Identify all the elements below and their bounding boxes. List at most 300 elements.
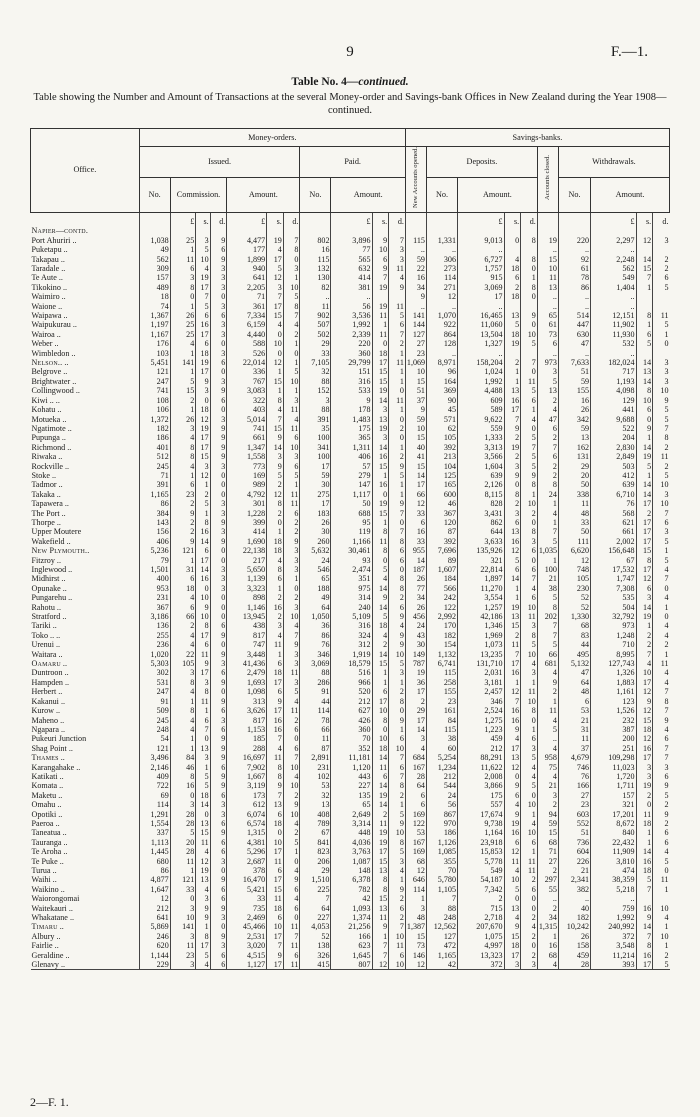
- value-cell: 3: [210, 349, 227, 358]
- value-cell: 148: [331, 866, 372, 875]
- value-cell: 0: [389, 518, 406, 527]
- value-cell: 9: [389, 462, 406, 471]
- value-cell: 9: [210, 697, 227, 706]
- table-row: [31, 687, 670, 696]
- value-cell: 8: [170, 678, 196, 687]
- value-cell: 403: [227, 405, 267, 414]
- value-cell: 50: [558, 527, 590, 536]
- value-cell: 1: [170, 734, 196, 743]
- office-name: Rahotu ..: [31, 602, 61, 612]
- value-cell: 24: [426, 791, 457, 800]
- value-cell: 17: [196, 941, 210, 950]
- value-cell: 9,738: [458, 819, 505, 828]
- value-cell: 18: [139, 292, 170, 301]
- value-cell: 489: [139, 283, 170, 292]
- value-cell: 12: [636, 734, 653, 743]
- value-cell: 46: [170, 763, 196, 772]
- value-cell: 0: [372, 556, 389, 565]
- table-row: [31, 320, 670, 329]
- value-cell: 3: [283, 603, 300, 612]
- value-cell: 0: [504, 236, 521, 245]
- value-cell: 248: [139, 725, 170, 734]
- value-cell: 4: [170, 339, 196, 348]
- value-cell: 6: [405, 800, 426, 809]
- value-cell: 2: [283, 527, 300, 536]
- value-cell: 8: [389, 537, 406, 546]
- value-cell: 206: [300, 857, 331, 866]
- office-name: Karangahake ..: [31, 762, 81, 772]
- value-cell: 10: [283, 443, 300, 452]
- value-cell: 100: [300, 433, 331, 442]
- value-cell: 1: [267, 584, 284, 593]
- value-cell: 155: [426, 687, 457, 696]
- value-cell: 741: [227, 424, 267, 433]
- value-cell: ..: [591, 245, 636, 254]
- table-number: Table No. 4: [291, 76, 347, 88]
- value-cell: 9: [210, 772, 227, 781]
- value-cell: 3: [170, 668, 196, 677]
- value-cell: 84: [170, 753, 196, 762]
- value-cell: 14: [372, 781, 389, 790]
- value-cell: 135: [331, 791, 372, 800]
- value-cell: ..: [300, 292, 331, 301]
- table-row: [31, 847, 670, 856]
- value-cell: 862: [458, 518, 505, 527]
- value-cell: 40: [405, 443, 426, 452]
- office-name: Maheno ..: [31, 715, 65, 725]
- value-cell: 4: [196, 960, 210, 970]
- value-cell: 7: [389, 922, 406, 931]
- value-cell: 526: [227, 349, 267, 358]
- value-cell: 2: [504, 499, 521, 508]
- value-cell: 915: [458, 273, 505, 282]
- value-cell: 17: [196, 631, 210, 640]
- value-cell: 3: [170, 273, 196, 282]
- value-cell: 18: [636, 819, 653, 828]
- value-cell: 535: [591, 593, 636, 602]
- value-cell: 5: [196, 951, 210, 960]
- value-cell: 588: [227, 339, 267, 348]
- value-cell: 3: [196, 462, 210, 471]
- value-cell: 533: [331, 386, 372, 395]
- value-cell: 111: [558, 537, 590, 546]
- value-cell: 9: [210, 828, 227, 837]
- value-cell: 8: [521, 283, 538, 292]
- value-cell: 14: [636, 480, 653, 489]
- value-cell: 8: [372, 875, 389, 884]
- table-row: [31, 857, 670, 866]
- value-cell: 0: [267, 349, 284, 358]
- value-cell: 297: [537, 875, 558, 884]
- value-cell: 3,313: [458, 443, 505, 452]
- value-cell: 9: [372, 236, 389, 245]
- value-cell: 1,690: [227, 537, 267, 546]
- value-cell: 15: [636, 264, 653, 273]
- value-cell: 167: [405, 838, 426, 847]
- value-cell: 4: [196, 264, 210, 273]
- value-cell: 2: [653, 264, 670, 273]
- value-cell: 507: [300, 320, 331, 329]
- value-cell: 1,105: [426, 885, 457, 894]
- value-cell: 17: [636, 499, 653, 508]
- value-cell: 19: [405, 668, 426, 677]
- value-cell: 10: [653, 932, 670, 941]
- value-cell: 17: [267, 678, 284, 687]
- value-cell: 6,741: [426, 659, 457, 668]
- value-cell: 2: [537, 396, 558, 405]
- value-cell: 11: [196, 650, 210, 659]
- value-cell: 17: [458, 292, 505, 301]
- value-cell: 207,670: [458, 922, 505, 931]
- value-cell: [537, 226, 558, 235]
- units-row: £ s. d. £ s. d. £ s. d. £ s. d. £ s. d.: [31, 212, 670, 226]
- value-cell: 1,228: [227, 509, 267, 518]
- value-cell: 4,792: [227, 490, 267, 499]
- value-cell: 34: [537, 913, 558, 922]
- value-cell: 6: [653, 828, 670, 837]
- value-cell: 130: [300, 273, 331, 282]
- value-cell: 0: [504, 772, 521, 781]
- value-cell: 3: [210, 462, 227, 471]
- value-cell: 8: [636, 941, 653, 950]
- value-cell: 77: [405, 584, 426, 593]
- value-cell: 415: [300, 960, 331, 970]
- table-row: [31, 838, 670, 847]
- value-cell: 11: [283, 424, 300, 433]
- value-cell: 49: [139, 245, 170, 254]
- value-cell: 19: [636, 452, 653, 461]
- office-name: Omahu ..: [31, 800, 62, 810]
- value-cell: 11: [267, 753, 284, 762]
- value-cell: 3: [210, 377, 227, 386]
- value-cell: 3: [283, 396, 300, 405]
- value-cell: 7,334: [227, 311, 267, 320]
- savings-banks-header: Savings-banks.: [405, 129, 669, 147]
- value-cell: 30: [300, 480, 331, 489]
- value-cell: 16: [558, 396, 590, 405]
- value-cell: 603: [558, 810, 590, 819]
- value-cell: 1: [372, 471, 389, 480]
- value-cell: 15: [636, 546, 653, 555]
- value-cell: 3: [170, 800, 196, 809]
- value-cell: 342: [558, 415, 590, 424]
- value-cell: 64: [405, 781, 426, 790]
- value-cell: 1,139: [227, 574, 267, 583]
- value-cell: 11,270: [458, 584, 505, 593]
- table-row: [31, 264, 670, 273]
- value-cell: 408: [300, 810, 331, 819]
- value-cell: [331, 226, 372, 235]
- value-cell: 3: [653, 527, 670, 536]
- office-name: Albury ..: [31, 931, 61, 941]
- value-cell: 122: [405, 819, 426, 828]
- deposits-no-header: No.: [426, 178, 457, 213]
- value-cell: 1: [521, 847, 538, 856]
- value-cell: 4: [537, 405, 558, 414]
- value-cell: ..: [458, 349, 505, 358]
- value-cell: 6: [210, 819, 227, 828]
- value-cell: 19: [537, 236, 558, 245]
- value-cell: 288: [227, 744, 267, 753]
- value-cell: 94: [537, 810, 558, 819]
- value-cell: 9: [653, 781, 670, 790]
- value-cell: 18: [267, 819, 284, 828]
- table-row: [31, 697, 670, 706]
- value-cell: 1,346: [458, 621, 505, 630]
- value-cell: 11: [283, 960, 300, 970]
- value-cell: 3,069: [458, 283, 505, 292]
- office-name: Tariki ..: [31, 621, 57, 631]
- value-cell: 0: [283, 734, 300, 743]
- table-row: [31, 659, 670, 668]
- value-cell: 87: [426, 527, 457, 536]
- value-cell: 2: [504, 631, 521, 640]
- transactions-table: [30, 128, 670, 970]
- value-cell: 17: [405, 716, 426, 725]
- value-cell: 10: [521, 603, 538, 612]
- value-cell: 4: [372, 631, 389, 640]
- value-cell: 5: [653, 471, 670, 480]
- value-cell: 173: [227, 791, 267, 800]
- value-cell: 47: [537, 415, 558, 424]
- value-cell: 29: [300, 866, 331, 875]
- value-cell: 15: [267, 885, 284, 894]
- table-row: [31, 518, 670, 527]
- value-cell: 1: [372, 932, 389, 941]
- value-cell: 121: [170, 875, 196, 884]
- value-cell: 1: [636, 433, 653, 442]
- value-cell: 6: [521, 546, 538, 555]
- value-cell: 1,161: [591, 687, 636, 696]
- value-cell: 2,531: [227, 932, 267, 941]
- value-cell: 1,992: [331, 320, 372, 329]
- value-cell: 1: [196, 763, 210, 772]
- value-cell: 3: [210, 659, 227, 668]
- value-cell: 9: [504, 424, 521, 433]
- value-cell: 27: [537, 857, 558, 866]
- value-cell: ..: [591, 894, 636, 903]
- value-cell: 12: [405, 960, 426, 970]
- value-cell: 3: [210, 941, 227, 950]
- value-cell: 11: [504, 640, 521, 649]
- value-cell: 44: [558, 640, 590, 649]
- table-row: [31, 358, 670, 367]
- value-cell: 26: [558, 932, 590, 941]
- value-cell: 17: [267, 932, 284, 941]
- value-cell: 64: [300, 603, 331, 612]
- value-cell: ..: [426, 302, 457, 311]
- value-cell: 6: [521, 838, 538, 847]
- value-cell: 2,830: [591, 443, 636, 452]
- value-cell: 4: [537, 744, 558, 753]
- value-cell: 3: [389, 668, 406, 677]
- value-cell: 1,667: [227, 772, 267, 781]
- value-cell: 557: [458, 800, 505, 809]
- value-cell: 3: [521, 668, 538, 677]
- value-cell: 18: [196, 349, 210, 358]
- value-cell: 10: [521, 800, 538, 809]
- value-cell: 13: [504, 311, 521, 320]
- value-cell: 544: [426, 781, 457, 790]
- value-cell: 59: [300, 471, 331, 480]
- value-cell: 10: [389, 932, 406, 941]
- value-cell: 7: [636, 932, 653, 941]
- value-cell: 621: [591, 518, 636, 527]
- value-cell: 2: [267, 612, 284, 621]
- value-cell: 91: [300, 687, 331, 696]
- value-cell: 10: [372, 734, 389, 743]
- value-cell: 1: [389, 678, 406, 687]
- table-row: [31, 396, 670, 405]
- value-cell: 10: [521, 697, 538, 706]
- value-cell: 4: [537, 772, 558, 781]
- value-cell: 20: [558, 471, 590, 480]
- value-cell: 4: [504, 913, 521, 922]
- value-cell: 8: [372, 527, 389, 536]
- table-row: [31, 349, 670, 358]
- value-cell: 2: [267, 480, 284, 489]
- value-cell: 7,696: [426, 546, 457, 555]
- value-cell: 13: [300, 800, 331, 809]
- value-cell: 4,679: [558, 753, 590, 762]
- value-cell: 789: [300, 819, 331, 828]
- value-cell: 0: [210, 593, 227, 602]
- value-cell: 13: [504, 612, 521, 621]
- value-cell: 747: [227, 640, 267, 649]
- office-name: Collingwood ..: [31, 386, 80, 396]
- value-cell: 1: [283, 386, 300, 395]
- value-cell: 14: [636, 603, 653, 612]
- value-cell: 15,853: [458, 847, 505, 856]
- value-cell: 0: [521, 716, 538, 725]
- value-cell: 1: [389, 480, 406, 489]
- value-cell: 867: [426, 810, 457, 819]
- office-name: Toko .. ..: [31, 630, 61, 640]
- value-cell: 10: [170, 913, 196, 922]
- value-cell: 8: [196, 518, 210, 527]
- value-cell: 9: [283, 875, 300, 884]
- value-cell: 9: [267, 697, 284, 706]
- table-row: [31, 753, 670, 762]
- table-row: [31, 621, 670, 630]
- paid-header: Paid.: [300, 147, 405, 178]
- value-cell: 16: [267, 603, 284, 612]
- value-cell: 16: [267, 725, 284, 734]
- value-cell: 6: [210, 894, 227, 903]
- value-cell: 3: [537, 367, 558, 376]
- value-cell: 1: [653, 650, 670, 659]
- table-row: [31, 471, 670, 480]
- value-cell: 514: [558, 311, 590, 320]
- value-cell: 4: [653, 631, 670, 640]
- value-cell: 13: [196, 819, 210, 828]
- value-cell: 1,153: [227, 725, 267, 734]
- value-cell: 4: [389, 273, 406, 282]
- value-cell: 1,327: [458, 339, 505, 348]
- value-cell: 52: [558, 593, 590, 602]
- value-cell: 0: [170, 292, 196, 301]
- value-cell: 1,604: [458, 462, 505, 471]
- value-cell: 17: [636, 678, 653, 687]
- table-row: [31, 556, 670, 565]
- value-cell: ..: [405, 302, 426, 311]
- value-cell: 438: [227, 621, 267, 630]
- value-cell: 4: [537, 960, 558, 970]
- value-cell: 0: [283, 349, 300, 358]
- value-cell: 7: [267, 292, 284, 301]
- value-cell: 1: [170, 302, 196, 311]
- value-cell: 68: [537, 951, 558, 960]
- value-cell: 10: [636, 396, 653, 405]
- value-cell: 2: [389, 687, 406, 696]
- value-cell: 89: [426, 556, 457, 565]
- value-cell: 6: [389, 556, 406, 565]
- value-cell: 1,166: [331, 537, 372, 546]
- value-cell: 1: [389, 800, 406, 809]
- value-cell: 2: [537, 687, 558, 696]
- value-cell: 0: [170, 791, 196, 800]
- value-cell: 13: [537, 386, 558, 395]
- value-cell: 3: [521, 744, 538, 753]
- value-cell: 10: [283, 612, 300, 621]
- value-cell: 3: [389, 857, 406, 866]
- value-cell: 8: [521, 236, 538, 245]
- value-cell: 11: [283, 922, 300, 931]
- value-cell: 4: [653, 725, 670, 734]
- value-cell: 639: [591, 480, 636, 489]
- value-cell: 30: [300, 527, 331, 536]
- value-cell: 19: [196, 866, 210, 875]
- value-cell: ..: [426, 349, 457, 358]
- value-cell: 4: [170, 725, 196, 734]
- value-cell: 11: [196, 838, 210, 847]
- value-cell: 2,205: [227, 283, 267, 292]
- value-cell: 3: [210, 527, 227, 536]
- value-cell: 1: [537, 932, 558, 941]
- value-cell: 226: [558, 857, 590, 866]
- value-cell: 7: [389, 236, 406, 245]
- value-cell: 6: [283, 725, 300, 734]
- value-cell: 21,256: [331, 922, 372, 931]
- value-cell: 0: [210, 922, 227, 931]
- value-cell: 66: [170, 612, 196, 621]
- value-cell: 2: [653, 951, 670, 960]
- value-cell: 6: [210, 396, 227, 405]
- value-cell: 3: [170, 904, 196, 913]
- table-row: [31, 273, 670, 282]
- value-cell: 3,626: [227, 706, 267, 715]
- value-cell: 17: [267, 302, 284, 311]
- value-cell: 66: [537, 650, 558, 659]
- value-cell: 6,710: [591, 490, 636, 499]
- value-cell: 1: [504, 584, 521, 593]
- value-cell: 40: [558, 904, 590, 913]
- value-cell: 316: [331, 377, 372, 386]
- value-cell: 3: [653, 763, 670, 772]
- value-cell: [139, 226, 170, 235]
- value-cell: 7: [283, 932, 300, 941]
- value-cell: 10: [405, 424, 426, 433]
- value-cell: 11: [389, 302, 406, 311]
- value-cell: 14: [196, 537, 210, 546]
- value-cell: 6: [636, 405, 653, 414]
- office-name: Hampden ..: [31, 677, 70, 687]
- value-cell: ..: [558, 245, 590, 254]
- value-cell: 5: [521, 452, 538, 461]
- value-cell: 8: [372, 716, 389, 725]
- value-cell: 7: [653, 574, 670, 583]
- value-cell: 225: [300, 885, 331, 894]
